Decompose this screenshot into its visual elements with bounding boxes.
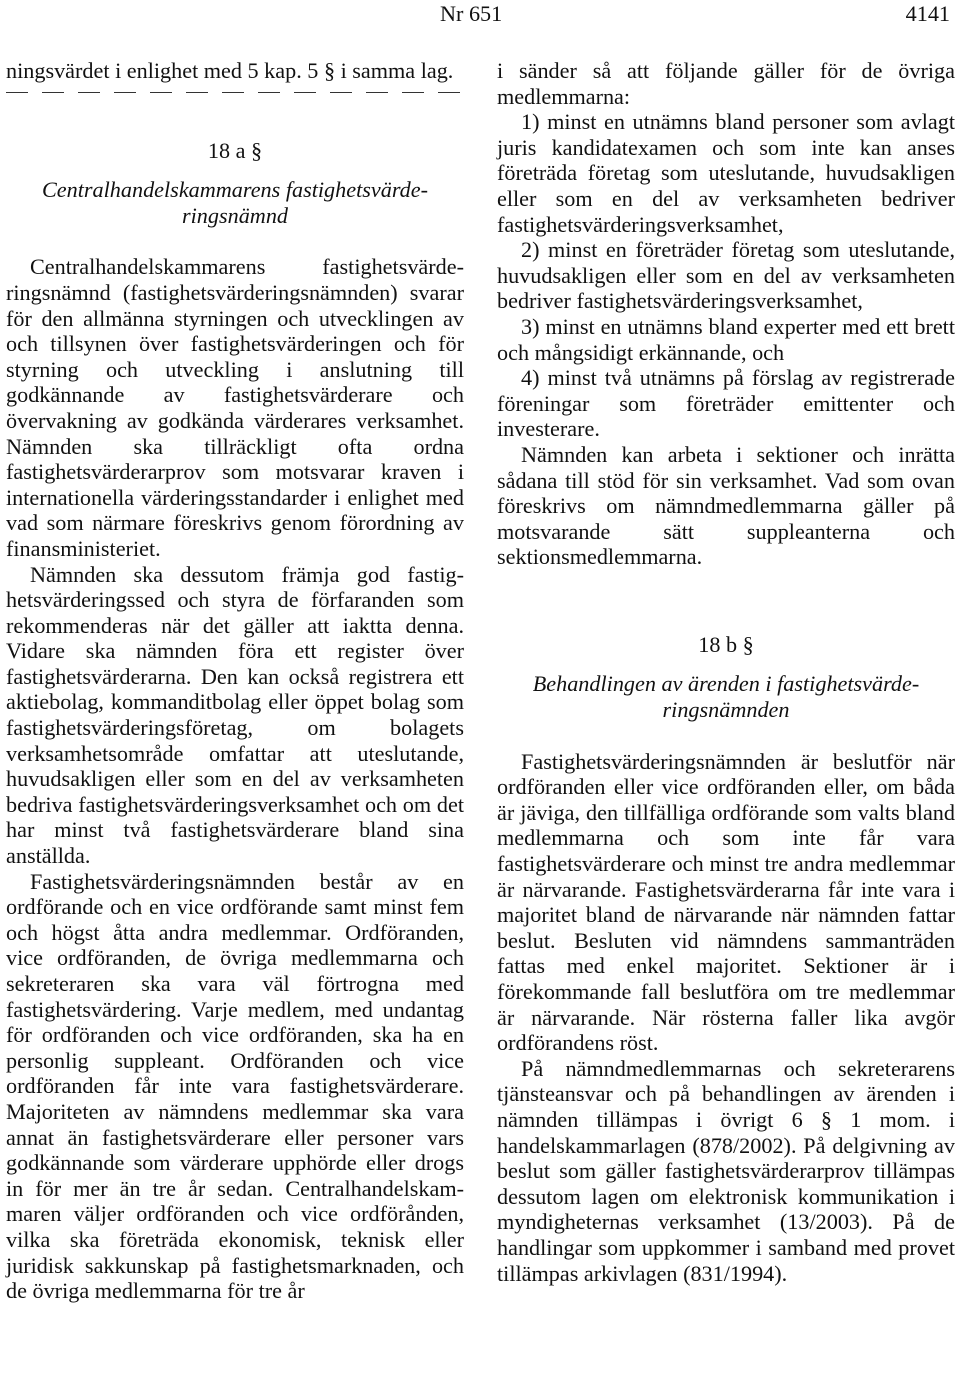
list-item: 4) minst två utnämns på förslag av registrerade föreningar som företräder emittenter och investerare. [497,365,955,442]
section-18a-number: 18 a § [207,137,263,163]
paragraph: Centralhandelskammarens fastighetsvärderingsnämnd (fastighetsvärderingsnämnden) svarar för den allmänna styrningen och utvecklingen av och tillsynen över fastighetsvärderingen och för styrning och utveckling i anslutning till godkännande av fastighetsvärderare och övervakning av godkända värderares verksamhet. Nämnden ska tillräckligt ofta ordna fastighetsvärderarprov som motsvarar kraven i internationella värderingsstandarder i enlighet med vad som närmare föreskrivs genom förordning av finansministeriet. [6,254,464,561]
paragraph: i sänder så att följande gäller för de övriga medlemmarna: [497,58,955,109]
section-18b-title: Behandlingen av ärenden i fastighetsvärderingsnämnden [532,671,920,723]
list-item: 1) minst en utnämns bland personer som avlagt juris kandidatexamen och som inte kan anses företräda företag som uteslutande, huvudsakligen eller som en del av verksamheten bedriver fastighetsvärderingsverksamhet, [497,109,955,237]
paragraph: Fastighetsvärderingsnämnden består av en ordförande och en vice ordförande samt minst fem och högst åtta andra medlemmar. Ordföranden, vice ordföranden, de övriga medlemmarna och sekreteraren ska vara väl förtrogna med fastighetsvärdering. Varje medlem, med undantag för ordföranden och vice ordföranden, ska ha en personlig suppleant. Ordföranden och vice ordföranden får inte vara fastighetsvärderare. Majoriteten av nämndens medlemmar ska vara annat än fastighetsvärderare eller personer vars godkännande som värderare upphörde eller drogs in för mer än tre år sedan. Centralhandelskammaren väljer ordföranden och vice ordförånden, vilka ska företräda ekonomisk, teknisk eller juridisk sakkunskap på fastighetsmarknaden, och de övriga medlemmarna för tre år [6,868,464,1304]
page-number: 4141 [905,1,950,26]
section-18b-number: 18 b § [698,631,754,657]
paragraph: Nämnden ska dessutom främja god fastighetsvärderingssed och styra de förfaranden som rekommenderas när det gäller att iaktta denna. Vidare ska nämnden föra ett register över fastighetsvärderarna. Den kan också registrera ett aktiebolag, kommanditbolag eller öppet bolag som fastighetsvärderingsföretag, om bolagets verksamhetsområde omfattar att uteslutande, huvudsakligen eller som en del av verksamheten bedriva fastighetsvärderingsverksamhet och om det har minst två fastighetsvärderare bland sina anställda. [6,561,464,869]
page-header [0,1,960,29]
paragraph: Nämnden kan arbeta i sektioner och inrätta sådana till stöd för sin verksamhet. Vad som ovan föreskrivs om nämndmedlemmarna gäller på motsvarande sätt suppleanterna och sektionsmedlemmarna. [497,441,955,570]
paragraph: På nämndmedlemmarnas och sekreterarens tjänsteansvar och på behandlingen av ärenden i nämnden tillämpas i övrigt 6 § 1 mom. i handelskammarlagen (878/2002). På delgivning av beslut som gäller fastighetsvärderarprov tillämpas dessutom lagen om elektronisk kommunikation i myndigheternas verksamhet (13/2003). På de handlingar som uppkommer i samband med provet tillämpas arkivlagen (831/1994). [497,1055,955,1286]
paragraph: Fastighetsvärderingsnämnden är beslutför när ordföranden eller vice ordföranden eller, om båda är jäviga, den tillfälliga ordförande som valts bland medlemmarna och som inte får vara fastighetsvärderare och minst tre andra medlemmar är närvarande. Fastighetsvärderarna får inte vara i majoritet bland de närvarande när nämnden fattar beslut. Besluten vid nämndens sammanträden fattas med enkel majoritet. Sektioner är i förekommande fall beslutföra om tre medlemmar är närvarande. När rösterna faller lika avgör ordförandens röst. [497,748,955,1056]
intro-text: ningsvärdet i enlighet med 5 kap. 5 § i samma lag. [6,58,454,83]
section-divider [6,92,464,106]
statute-number: Nr 651 [440,1,503,26]
left-column [6,58,464,1304]
right-column [497,58,955,1286]
section-18a-title: Centralhandelskammarens fastighetsvärderingsnämnd [42,177,428,228]
list-item: 3) minst en utnämns bland experter med ett brett och mångsidigt erkännande, och [497,313,955,365]
list-item: 2) minst en företräder företag som uteslutande, huvudsakligen eller som en del av verksamheten bedriver fastighetsvärderingsverksamhet, [497,237,955,314]
